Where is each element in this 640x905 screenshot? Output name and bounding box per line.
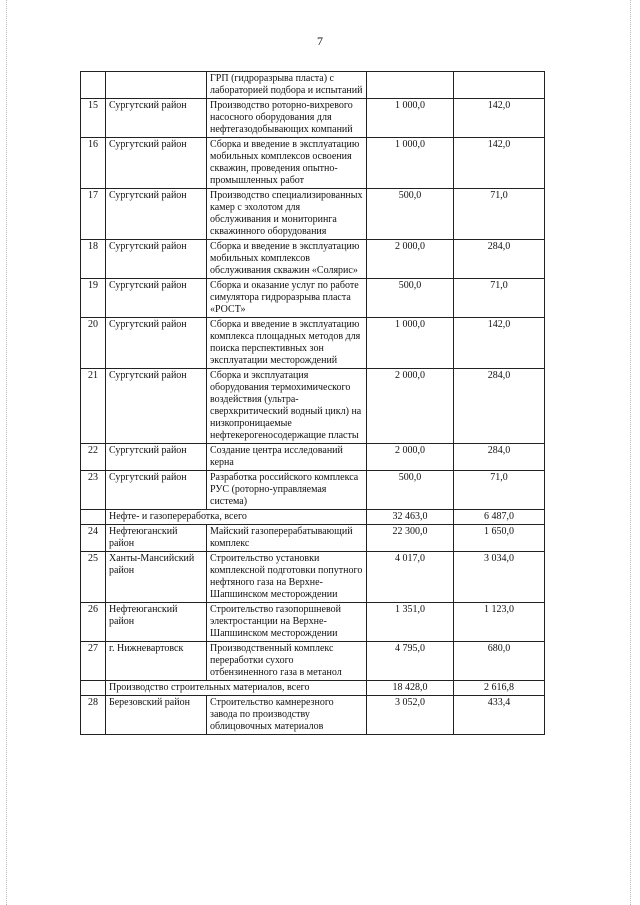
row-value-2: 1 123,0 <box>454 603 545 642</box>
section-value-2: 6 487,0 <box>454 510 545 525</box>
row-region: Сургутский район <box>106 279 207 318</box>
row-number <box>81 72 106 99</box>
table-row <box>81 99 545 138</box>
row-project: Создание центра исследований керна <box>207 444 367 471</box>
row-region: Сургутский район <box>106 369 207 444</box>
row-value-1: 3 052,0 <box>367 696 454 735</box>
row-number: 17 <box>81 189 106 240</box>
row-value-2: 284,0 <box>454 369 545 444</box>
projects-table <box>80 71 545 735</box>
table-row <box>81 525 545 552</box>
row-region: Сургутский район <box>106 318 207 369</box>
section-label: Нефте- и газопереработка, всего <box>106 510 367 525</box>
row-number: 24 <box>81 525 106 552</box>
row-project: Производство специализированных камер с эхолотом для обслуживания и мониторинга скважинного оборудования <box>207 189 367 240</box>
row-region: Березовский район <box>106 696 207 735</box>
table-row <box>81 189 545 240</box>
table-row <box>81 552 545 603</box>
row-value-1: 500,0 <box>367 279 454 318</box>
table-row <box>81 279 545 318</box>
row-region <box>106 72 207 99</box>
section-num-cell <box>81 681 106 696</box>
row-region: Нефтеюганский район <box>106 525 207 552</box>
row-region: Сургутский район <box>106 138 207 189</box>
row-region: Сургутский район <box>106 189 207 240</box>
row-value-1: 4 795,0 <box>367 642 454 681</box>
row-value-1: 2 000,0 <box>367 240 454 279</box>
row-value-2: 680,0 <box>454 642 545 681</box>
row-project: Строительство камнерезного завода по производству облицовочных материалов <box>207 696 367 735</box>
row-number: 23 <box>81 471 106 510</box>
row-project: Сборка и эксплуатация оборудования термохимического воздействия (ультра-сверхкритический водный цикл) на низкопроницаемые нефтекерогеносодержащие пласты <box>207 369 367 444</box>
row-value-1: 2 000,0 <box>367 444 454 471</box>
row-value-2: 1 650,0 <box>454 525 545 552</box>
row-region: г. Нижневартовск <box>106 642 207 681</box>
row-value-2: 433,4 <box>454 696 545 735</box>
row-region: Сургутский район <box>106 240 207 279</box>
row-value-1: 1 000,0 <box>367 99 454 138</box>
row-value-1: 1 351,0 <box>367 603 454 642</box>
row-value-2: 142,0 <box>454 99 545 138</box>
row-value-2: 71,0 <box>454 471 545 510</box>
row-number: 28 <box>81 696 106 735</box>
row-number: 15 <box>81 99 106 138</box>
row-region: Нефтеюганский район <box>106 603 207 642</box>
row-value-2: 142,0 <box>454 318 545 369</box>
row-project: Сборка и введение в эксплуатацию мобильных комплексов обслуживания скважин «Солярис» <box>207 240 367 279</box>
row-number: 21 <box>81 369 106 444</box>
row-project: Разработка российского комплекса РУС (роторно-управляемая система) <box>207 471 367 510</box>
row-project: Производственный комплекс переработки сухого отбензиненного газа в метанол <box>207 642 367 681</box>
row-number: 25 <box>81 552 106 603</box>
row-project: Производство роторно-вихревого насосного оборудования для нефтегазодобывающих компаний <box>207 99 367 138</box>
table-row <box>81 369 545 444</box>
row-value-1: 4 017,0 <box>367 552 454 603</box>
section-num-cell <box>81 510 106 525</box>
table-row <box>81 696 545 735</box>
row-value-1: 2 000,0 <box>367 369 454 444</box>
section-value-1: 18 428,0 <box>367 681 454 696</box>
table-row <box>81 240 545 279</box>
row-value-2: 284,0 <box>454 444 545 471</box>
section-value-2: 2 616,8 <box>454 681 545 696</box>
row-number: 19 <box>81 279 106 318</box>
row-value-1: 500,0 <box>367 471 454 510</box>
row-project: Сборка и оказание услуг по работе симулятора гидроразрыва пласта «РОСТ» <box>207 279 367 318</box>
table-row <box>81 642 545 681</box>
table-row <box>81 471 545 510</box>
row-value-2: 3 034,0 <box>454 552 545 603</box>
table-row <box>81 444 545 471</box>
row-value-1: 500,0 <box>367 189 454 240</box>
row-value-1: 1 000,0 <box>367 318 454 369</box>
row-project: Строительство установки комплексной подготовки попутного нефтяного газа на Верхне-Шапшинском месторождении <box>207 552 367 603</box>
row-value-2: 142,0 <box>454 138 545 189</box>
row-project: Сборка и введение в эксплуатацию комплекса площадных методов для поиска перспективных зон эксплуатации месторождений <box>207 318 367 369</box>
row-number: 20 <box>81 318 106 369</box>
section-total-row <box>81 510 545 525</box>
table-row <box>81 318 545 369</box>
row-project: ГРП (гидроразрыва пласта) с лабораторией подбора и испытаний <box>207 72 367 99</box>
row-value-1 <box>367 72 454 99</box>
scan-edge-left <box>6 0 8 905</box>
row-region: Сургутский район <box>106 444 207 471</box>
row-value-2 <box>454 72 545 99</box>
section-label: Производство строительных материалов, всего <box>106 681 367 696</box>
row-project: Майский газоперерабатывающий комплекс <box>207 525 367 552</box>
table-row <box>81 603 545 642</box>
row-region: Ханты-Мансийский район <box>106 552 207 603</box>
row-project: Строительство газопоршневой электростанции на Верхне-Шапшинском месторождении <box>207 603 367 642</box>
row-project: Сборка и введение в эксплуатацию мобильных комплексов освоения скважин, проведения опытно-промышленных работ <box>207 138 367 189</box>
row-value-2: 284,0 <box>454 240 545 279</box>
row-region: Сургутский район <box>106 471 207 510</box>
row-value-1: 22 300,0 <box>367 525 454 552</box>
table-row <box>81 138 545 189</box>
row-number: 26 <box>81 603 106 642</box>
table-row <box>81 72 545 99</box>
row-number: 16 <box>81 138 106 189</box>
row-value-1: 1 000,0 <box>367 138 454 189</box>
section-value-1: 32 463,0 <box>367 510 454 525</box>
row-value-2: 71,0 <box>454 189 545 240</box>
section-total-row <box>81 681 545 696</box>
row-number: 27 <box>81 642 106 681</box>
row-region: Сургутский район <box>106 99 207 138</box>
row-number: 22 <box>81 444 106 471</box>
row-value-2: 71,0 <box>454 279 545 318</box>
row-number: 18 <box>81 240 106 279</box>
page-number: 7 <box>317 34 323 48</box>
scan-edge-right <box>630 0 632 905</box>
